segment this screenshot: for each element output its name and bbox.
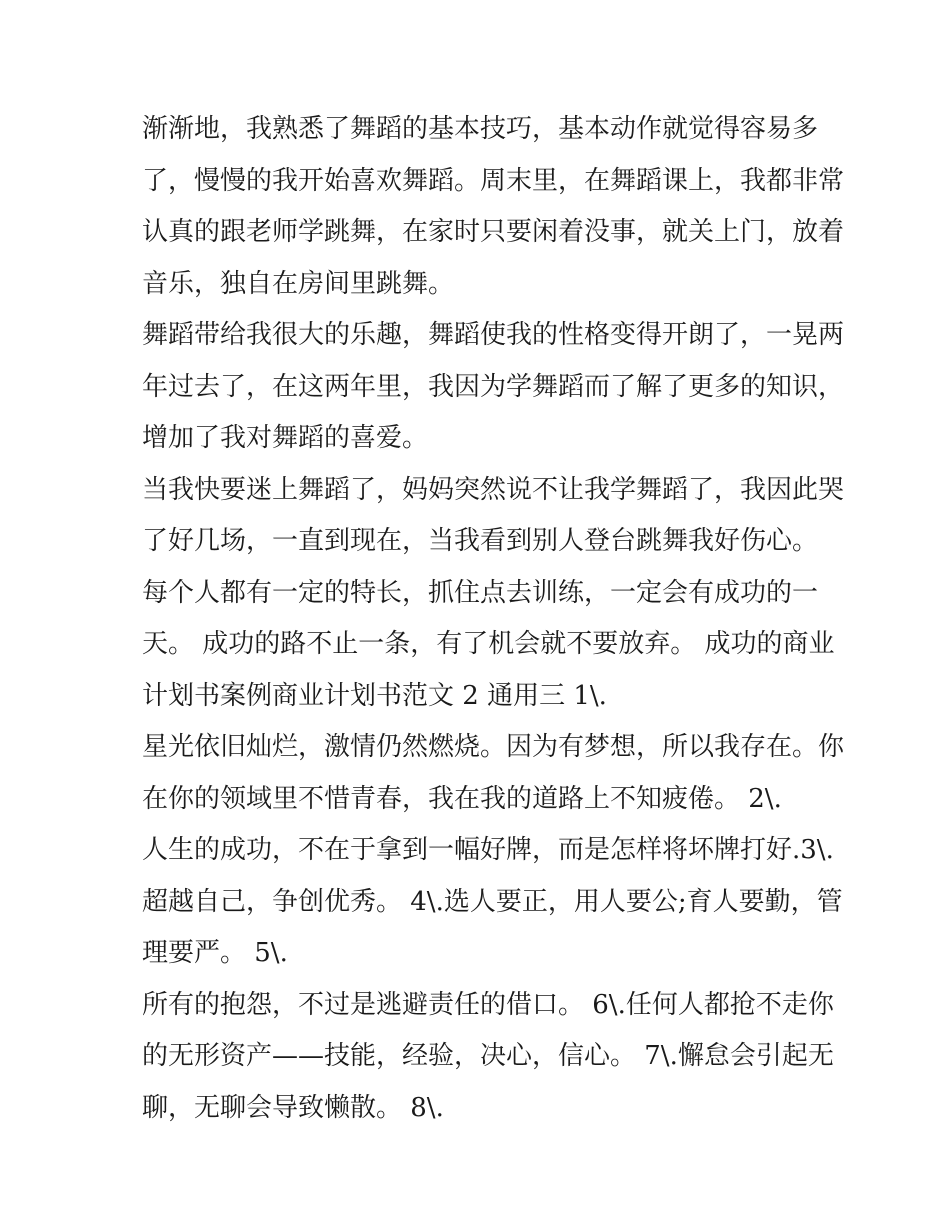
text-line: 舞蹈带给我很大的乐趣，舞蹈使我的性格变得开朗了，一晃两 [142,320,845,350]
paragraph-1 [142,104,845,310]
text-line: 所有的抱怨，不过是逃避责任的借口。 6\.任何人都抢不走你 [142,989,834,1020]
text-line: 聊，无聊会导致懒散。 8\. [142,1092,444,1123]
text-line: 星光依旧灿烂，激情仍然燃烧。因为有梦想，所以我存在。你 [142,732,845,762]
text-line: 计划书案例商业计划书范文 2 通用三 1\. [142,680,607,711]
paragraph-4 [142,568,835,723]
text-line: 超越自己，争创优秀。 4\.选人要正，用人要公;育人要勤，管 [142,886,843,917]
text-line: 在你的领域里不惜青春，我在我的道路上不知疲倦。 2\. [142,783,782,814]
text-line: 每个人都有一定的特长，抓住点去训练，一定会有成功的一 [142,577,819,608]
text-line: 认真的跟老师学跳舞，在家时只要闲着没事，就关上门，放着 [142,217,845,247]
text-line: 了，慢慢的我开始喜欢舞蹈。周末里，在舞蹈课上，我都非常 [142,165,845,196]
paragraph-3 [142,465,845,568]
text-line: 音乐，独自在房间里跳舞。 [142,268,455,299]
text-line: 的无形资产——技能，经验，决心，信心。 7\.懈怠会引起无 [142,1041,834,1071]
text-line: 当我快要迷上舞蹈了，妈妈突然说不让我学舞蹈了，我因此哭 [142,474,845,505]
paragraph-5 [142,722,845,825]
paragraph-7 [142,980,834,1135]
text-line: 增加了我对舞蹈的喜爱。 [142,423,429,453]
text-line: 人生的成功，不在于拿到一幅好牌，而是怎样将坏牌打好.3\. [142,835,834,865]
document-body [142,104,845,1134]
text-line: 天。 成功的路不止一条，有了机会就不要放弃。 成功的商业 [142,629,835,659]
text-line: 理要严。 5\. [142,938,288,968]
text-line: 了好几场，一直到现在，当我看到别人登台跳舞我好伤心。 [142,526,819,556]
text-line: 年过去了，在这两年里，我因为学舞蹈而了解了更多的知识， [142,371,845,402]
paragraph-2 [142,310,845,465]
paragraph-6 [142,825,843,980]
text-line: 渐渐地，我熟悉了舞蹈的基本技巧，基本动作就觉得容易多 [142,114,819,144]
